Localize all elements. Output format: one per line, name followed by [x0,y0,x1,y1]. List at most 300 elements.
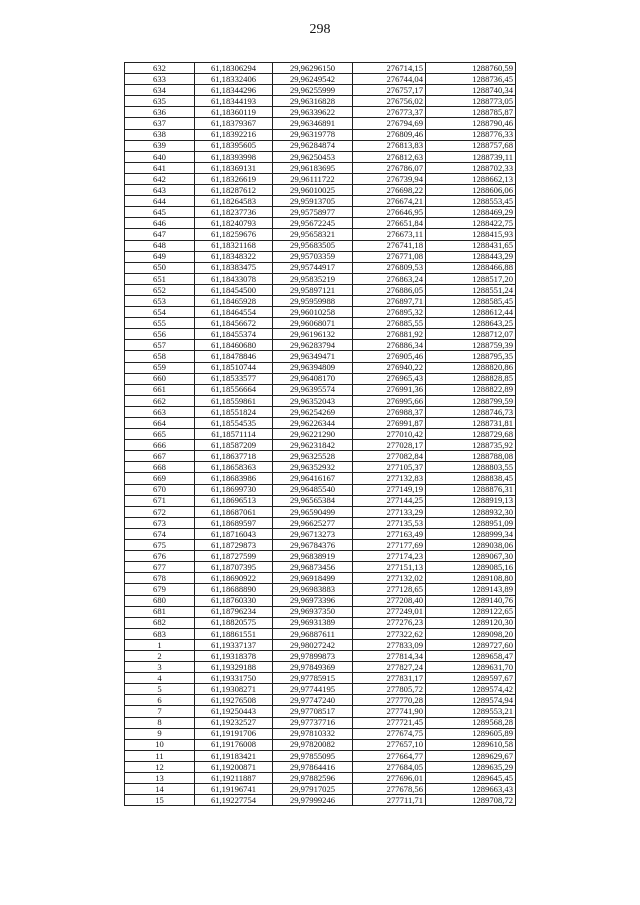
latitude-cell: 61,18551824 [195,406,273,417]
x-coordinate-cell: 277208,40 [353,595,426,606]
y-coordinate-cell: 1288702,33 [426,162,516,173]
point-number-cell: 647 [125,229,195,240]
latitude-cell: 61,18658363 [195,462,273,473]
x-coordinate-cell: 276673,11 [353,229,426,240]
table-row [125,606,516,617]
page-number: 298 [309,22,331,37]
x-coordinate-cell: 277174,23 [353,551,426,562]
point-number-cell: 1 [125,639,195,650]
y-coordinate-cell: 1288820,86 [426,362,516,373]
longitude-cell: 29,97855095 [273,750,353,761]
table-row [125,706,516,717]
latitude-cell: 61,18395605 [195,140,273,151]
latitude-cell: 61,18306294 [195,63,273,74]
longitude-cell: 29,95683505 [273,240,353,251]
table-row [125,118,516,129]
point-number-cell: 661 [125,384,195,395]
point-number-cell: 671 [125,495,195,506]
x-coordinate-cell: 276897,71 [353,295,426,306]
x-coordinate-cell: 277276,23 [353,617,426,628]
latitude-cell: 61,18760330 [195,595,273,606]
table-row [125,196,516,207]
longitude-cell: 29,96346891 [273,118,353,129]
x-coordinate-cell: 276651,84 [353,218,426,229]
latitude-cell: 61,18478846 [195,351,273,362]
latitude-cell: 61,19337137 [195,639,273,650]
y-coordinate-cell: 1289610,58 [426,739,516,750]
y-coordinate-cell: 1288415,93 [426,229,516,240]
latitude-cell: 61,18455374 [195,329,273,340]
x-coordinate-cell: 276812,63 [353,151,426,162]
x-coordinate-cell: 276965,43 [353,373,426,384]
y-coordinate-cell: 1288517,20 [426,273,516,284]
point-number-cell: 675 [125,540,195,551]
latitude-cell: 61,18326619 [195,173,273,184]
x-coordinate-cell: 277128,65 [353,584,426,595]
latitude-cell: 61,19276508 [195,695,273,706]
latitude-cell: 61,19250443 [195,706,273,717]
table-row [125,251,516,262]
x-coordinate-cell: 277831,17 [353,673,426,684]
point-number-cell: 9 [125,728,195,739]
latitude-cell: 61,19200871 [195,761,273,772]
latitude-cell: 61,18321168 [195,240,273,251]
point-number-cell: 680 [125,595,195,606]
latitude-cell: 61,19308271 [195,684,273,695]
longitude-cell: 29,96352932 [273,462,353,473]
table-row [125,728,516,739]
latitude-cell: 61,18688890 [195,584,273,595]
longitude-cell: 29,97820082 [273,739,353,750]
latitude-cell: 61,19331750 [195,673,273,684]
latitude-cell: 61,18510744 [195,362,273,373]
y-coordinate-cell: 1289605,89 [426,728,516,739]
latitude-cell: 61,18707395 [195,562,273,573]
x-coordinate-cell: 277657,10 [353,739,426,750]
y-coordinate-cell: 1288999,34 [426,528,516,539]
longitude-cell: 29,96284874 [273,140,353,151]
point-number-cell: 15 [125,795,195,806]
x-coordinate-cell: 277833,09 [353,639,426,650]
point-number-cell: 674 [125,528,195,539]
y-coordinate-cell: 1288876,31 [426,484,516,495]
latitude-cell: 61,18433078 [195,273,273,284]
x-coordinate-cell: 276863,24 [353,273,426,284]
y-coordinate-cell: 1288776,33 [426,129,516,140]
point-number-cell: 640 [125,151,195,162]
y-coordinate-cell: 1289597,67 [426,673,516,684]
latitude-cell: 61,18729873 [195,540,273,551]
point-number-cell: 664 [125,418,195,429]
x-coordinate-cell: 277105,37 [353,462,426,473]
table-row [125,229,516,240]
table-row [125,584,516,595]
y-coordinate-cell: 1288788,08 [426,451,516,462]
longitude-cell: 29,96231842 [273,440,353,451]
point-number-cell: 644 [125,196,195,207]
longitude-cell: 29,96254269 [273,406,353,417]
longitude-cell: 29,95672245 [273,218,353,229]
x-coordinate-cell: 276895,32 [353,307,426,318]
latitude-cell: 61,18454500 [195,284,273,295]
latitude-cell: 61,19191706 [195,728,273,739]
latitude-cell: 61,18556664 [195,384,273,395]
x-coordinate-cell: 277678,56 [353,784,426,795]
y-coordinate-cell: 1289635,29 [426,761,516,772]
longitude-cell: 29,97737716 [273,717,353,728]
x-coordinate-cell: 276756,02 [353,96,426,107]
table-row [125,595,516,606]
x-coordinate-cell: 276886,34 [353,340,426,351]
longitude-cell: 29,96485540 [273,484,353,495]
x-coordinate-cell: 276786,07 [353,162,426,173]
x-coordinate-cell: 276940,22 [353,362,426,373]
point-number-cell: 676 [125,551,195,562]
x-coordinate-cell: 277684,05 [353,761,426,772]
x-coordinate-cell: 276991,36 [353,384,426,395]
point-number-cell: 633 [125,74,195,85]
x-coordinate-cell: 276809,53 [353,262,426,273]
latitude-cell: 61,18559861 [195,395,273,406]
longitude-cell: 29,96625277 [273,517,353,528]
latitude-cell: 61,19329188 [195,662,273,673]
longitude-cell: 29,96339622 [273,107,353,118]
y-coordinate-cell: 1289645,45 [426,773,516,784]
y-coordinate-cell: 1288553,45 [426,196,516,207]
y-coordinate-cell: 1288735,92 [426,440,516,451]
x-coordinate-cell: 276744,04 [353,74,426,85]
point-number-cell: 4 [125,673,195,684]
y-coordinate-cell: 1288838,45 [426,473,516,484]
point-number-cell: 668 [125,462,195,473]
y-coordinate-cell: 1288759,39 [426,340,516,351]
point-number-cell: 11 [125,750,195,761]
y-coordinate-cell: 1288828,85 [426,373,516,384]
table-row [125,218,516,229]
point-number-cell: 642 [125,173,195,184]
table-row [125,784,516,795]
y-coordinate-cell: 1288729,68 [426,429,516,440]
y-coordinate-cell: 1289122,65 [426,606,516,617]
point-number-cell: 651 [125,273,195,284]
latitude-cell: 61,18237736 [195,207,273,218]
x-coordinate-cell: 277721,45 [353,717,426,728]
point-number-cell: 682 [125,617,195,628]
y-coordinate-cell: 1289067,30 [426,551,516,562]
longitude-cell: 29,96416167 [273,473,353,484]
point-number-cell: 649 [125,251,195,262]
x-coordinate-cell: 277132,02 [353,573,426,584]
latitude-cell: 61,18383475 [195,262,273,273]
table-row [125,406,516,417]
latitude-cell: 61,18637718 [195,451,273,462]
x-coordinate-cell: 277674,75 [353,728,426,739]
latitude-cell: 61,19211887 [195,773,273,784]
table-row [125,540,516,551]
x-coordinate-cell: 277827,24 [353,662,426,673]
table-row [125,484,516,495]
point-number-cell: 641 [125,162,195,173]
point-number-cell: 5 [125,684,195,695]
y-coordinate-cell: 1289553,21 [426,706,516,717]
longitude-cell: 29,95897121 [273,284,353,295]
table-row [125,307,516,318]
table-row [125,318,516,329]
y-coordinate-cell: 1289574,94 [426,695,516,706]
point-number-cell: 7 [125,706,195,717]
latitude-cell: 61,18460680 [195,340,273,351]
longitude-cell: 29,98027242 [273,639,353,650]
longitude-cell: 29,97917025 [273,784,353,795]
point-number-cell: 648 [125,240,195,251]
x-coordinate-cell: 277144,25 [353,495,426,506]
y-coordinate-cell: 1288466,88 [426,262,516,273]
x-coordinate-cell: 276886,05 [353,284,426,295]
latitude-cell: 61,18696513 [195,495,273,506]
table-row [125,373,516,384]
table-row [125,262,516,273]
y-coordinate-cell: 1288790,46 [426,118,516,129]
point-number-cell: 13 [125,773,195,784]
table-row [125,517,516,528]
table-row [125,284,516,295]
latitude-cell: 61,18687061 [195,506,273,517]
longitude-cell: 29,96316828 [273,96,353,107]
longitude-cell: 29,96296150 [273,63,353,74]
point-number-cell: 681 [125,606,195,617]
latitude-cell: 61,18379367 [195,118,273,129]
latitude-cell: 61,18240793 [195,218,273,229]
point-number-cell: 678 [125,573,195,584]
longitude-cell: 29,96713273 [273,528,353,539]
table-row [125,429,516,440]
latitude-cell: 61,18264583 [195,196,273,207]
y-coordinate-cell: 1288757,68 [426,140,516,151]
longitude-cell: 29,95913705 [273,196,353,207]
y-coordinate-cell: 1288799,59 [426,395,516,406]
x-coordinate-cell: 276771,08 [353,251,426,262]
latitude-cell: 61,19183421 [195,750,273,761]
point-number-cell: 653 [125,295,195,306]
longitude-cell: 29,96349471 [273,351,353,362]
table-row [125,495,516,506]
x-coordinate-cell: 276741,18 [353,240,426,251]
point-number-cell: 635 [125,96,195,107]
y-coordinate-cell: 1288760,59 [426,63,516,74]
point-number-cell: 672 [125,506,195,517]
x-coordinate-cell: 276714,15 [353,63,426,74]
table-row [125,96,516,107]
x-coordinate-cell: 277711,71 [353,795,426,806]
longitude-cell: 29,97899873 [273,650,353,661]
y-coordinate-cell: 1288469,29 [426,207,516,218]
point-number-cell: 662 [125,395,195,406]
point-number-cell: 638 [125,129,195,140]
longitude-cell: 29,97708517 [273,706,353,717]
table-row [125,185,516,196]
latitude-cell: 61,18727599 [195,551,273,562]
longitude-cell: 29,96283794 [273,340,353,351]
x-coordinate-cell: 277177,69 [353,540,426,551]
latitude-cell: 61,19232527 [195,717,273,728]
y-coordinate-cell: 1288736,45 [426,74,516,85]
longitude-cell: 29,96395574 [273,384,353,395]
longitude-cell: 29,96565384 [273,495,353,506]
table-row [125,384,516,395]
point-number-cell: 634 [125,85,195,96]
table-row [125,473,516,484]
y-coordinate-cell: 1289629,67 [426,750,516,761]
longitude-cell: 29,95835219 [273,273,353,284]
longitude-cell: 29,96408170 [273,373,353,384]
y-coordinate-cell: 1289098,20 [426,628,516,639]
y-coordinate-cell: 1288422,75 [426,218,516,229]
table-row [125,684,516,695]
latitude-cell: 61,18699730 [195,484,273,495]
y-coordinate-cell: 1288746,73 [426,406,516,417]
y-coordinate-cell: 1288822,89 [426,384,516,395]
y-coordinate-cell: 1288612,44 [426,307,516,318]
longitude-cell: 29,97747240 [273,695,353,706]
point-number-cell: 14 [125,784,195,795]
point-number-cell: 673 [125,517,195,528]
table-row [125,395,516,406]
latitude-cell: 61,18344296 [195,85,273,96]
x-coordinate-cell: 277149,19 [353,484,426,495]
table-row [125,562,516,573]
longitude-cell: 29,95744917 [273,262,353,273]
x-coordinate-cell: 277814,34 [353,650,426,661]
point-number-cell: 8 [125,717,195,728]
longitude-cell: 29,96352043 [273,395,353,406]
y-coordinate-cell: 1289140,76 [426,595,516,606]
latitude-cell: 61,18332406 [195,74,273,85]
x-coordinate-cell: 276813,83 [353,140,426,151]
table-row [125,673,516,684]
longitude-cell: 29,96221290 [273,429,353,440]
longitude-cell: 29,96226344 [273,418,353,429]
latitude-cell: 61,19196741 [195,784,273,795]
x-coordinate-cell: 276885,55 [353,318,426,329]
x-coordinate-cell: 277805,72 [353,684,426,695]
longitude-cell: 29,95959988 [273,295,353,306]
longitude-cell: 29,95758977 [273,207,353,218]
longitude-cell: 29,96918499 [273,573,353,584]
latitude-cell: 61,18287612 [195,185,273,196]
latitude-cell: 61,18259676 [195,229,273,240]
longitude-cell: 29,96937350 [273,606,353,617]
point-number-cell: 667 [125,451,195,462]
x-coordinate-cell: 276991,87 [353,418,426,429]
point-number-cell: 677 [125,562,195,573]
point-number-cell: 679 [125,584,195,595]
table-row [125,362,516,373]
table-row [125,340,516,351]
x-coordinate-cell: 276773,37 [353,107,426,118]
latitude-cell: 61,18571114 [195,429,273,440]
y-coordinate-cell: 1288795,35 [426,351,516,362]
longitude-cell: 29,96784376 [273,540,353,551]
table-row [125,140,516,151]
table-row [125,173,516,184]
latitude-cell: 61,18464554 [195,307,273,318]
x-coordinate-cell: 276881,92 [353,329,426,340]
x-coordinate-cell: 276739,94 [353,173,426,184]
longitude-cell: 29,96931389 [273,617,353,628]
point-number-cell: 645 [125,207,195,218]
table-row [125,451,516,462]
y-coordinate-cell: 1289708,72 [426,795,516,806]
latitude-cell: 61,18587209 [195,440,273,451]
latitude-cell: 61,18820575 [195,617,273,628]
coordinates-table [124,62,516,806]
y-coordinate-cell: 1288919,13 [426,495,516,506]
table-row [125,650,516,661]
y-coordinate-cell: 1289108,80 [426,573,516,584]
x-coordinate-cell: 276698,22 [353,185,426,196]
y-coordinate-cell: 1289574,42 [426,684,516,695]
table-row [125,528,516,539]
x-coordinate-cell: 277249,01 [353,606,426,617]
point-number-cell: 643 [125,185,195,196]
point-number-cell: 12 [125,761,195,772]
table-row [125,440,516,451]
longitude-cell: 29,96196132 [273,329,353,340]
table-row [125,74,516,85]
point-number-cell: 6 [125,695,195,706]
y-coordinate-cell: 1288643,25 [426,318,516,329]
longitude-cell: 29,96887611 [273,628,353,639]
point-number-cell: 650 [125,262,195,273]
point-number-cell: 659 [125,362,195,373]
x-coordinate-cell: 277741,90 [353,706,426,717]
point-number-cell: 657 [125,340,195,351]
longitude-cell: 29,96010025 [273,185,353,196]
y-coordinate-cell: 1289631,70 [426,662,516,673]
table-row [125,506,516,517]
longitude-cell: 29,96010258 [273,307,353,318]
y-coordinate-cell: 1288662,13 [426,173,516,184]
x-coordinate-cell: 276646,95 [353,207,426,218]
point-number-cell: 665 [125,429,195,440]
table-row [125,639,516,650]
y-coordinate-cell: 1288740,34 [426,85,516,96]
latitude-cell: 61,18348322 [195,251,273,262]
longitude-cell: 29,96325528 [273,451,353,462]
point-number-cell: 646 [125,218,195,229]
x-coordinate-cell: 276905,46 [353,351,426,362]
longitude-cell: 29,96255999 [273,85,353,96]
point-number-cell: 663 [125,406,195,417]
longitude-cell: 29,95658321 [273,229,353,240]
longitude-cell: 29,97744195 [273,684,353,695]
x-coordinate-cell: 277133,29 [353,506,426,517]
table-row [125,240,516,251]
latitude-cell: 61,18861551 [195,628,273,639]
x-coordinate-cell: 277132,83 [353,473,426,484]
latitude-cell: 61,18456672 [195,318,273,329]
longitude-cell: 29,97864416 [273,761,353,772]
x-coordinate-cell: 277322,62 [353,628,426,639]
x-coordinate-cell: 277010,42 [353,429,426,440]
x-coordinate-cell: 276988,37 [353,406,426,417]
point-number-cell: 652 [125,284,195,295]
y-coordinate-cell: 1289120,30 [426,617,516,628]
longitude-cell: 29,96068071 [273,318,353,329]
longitude-cell: 29,96183695 [273,162,353,173]
point-number-cell: 639 [125,140,195,151]
latitude-cell: 61,18393998 [195,151,273,162]
